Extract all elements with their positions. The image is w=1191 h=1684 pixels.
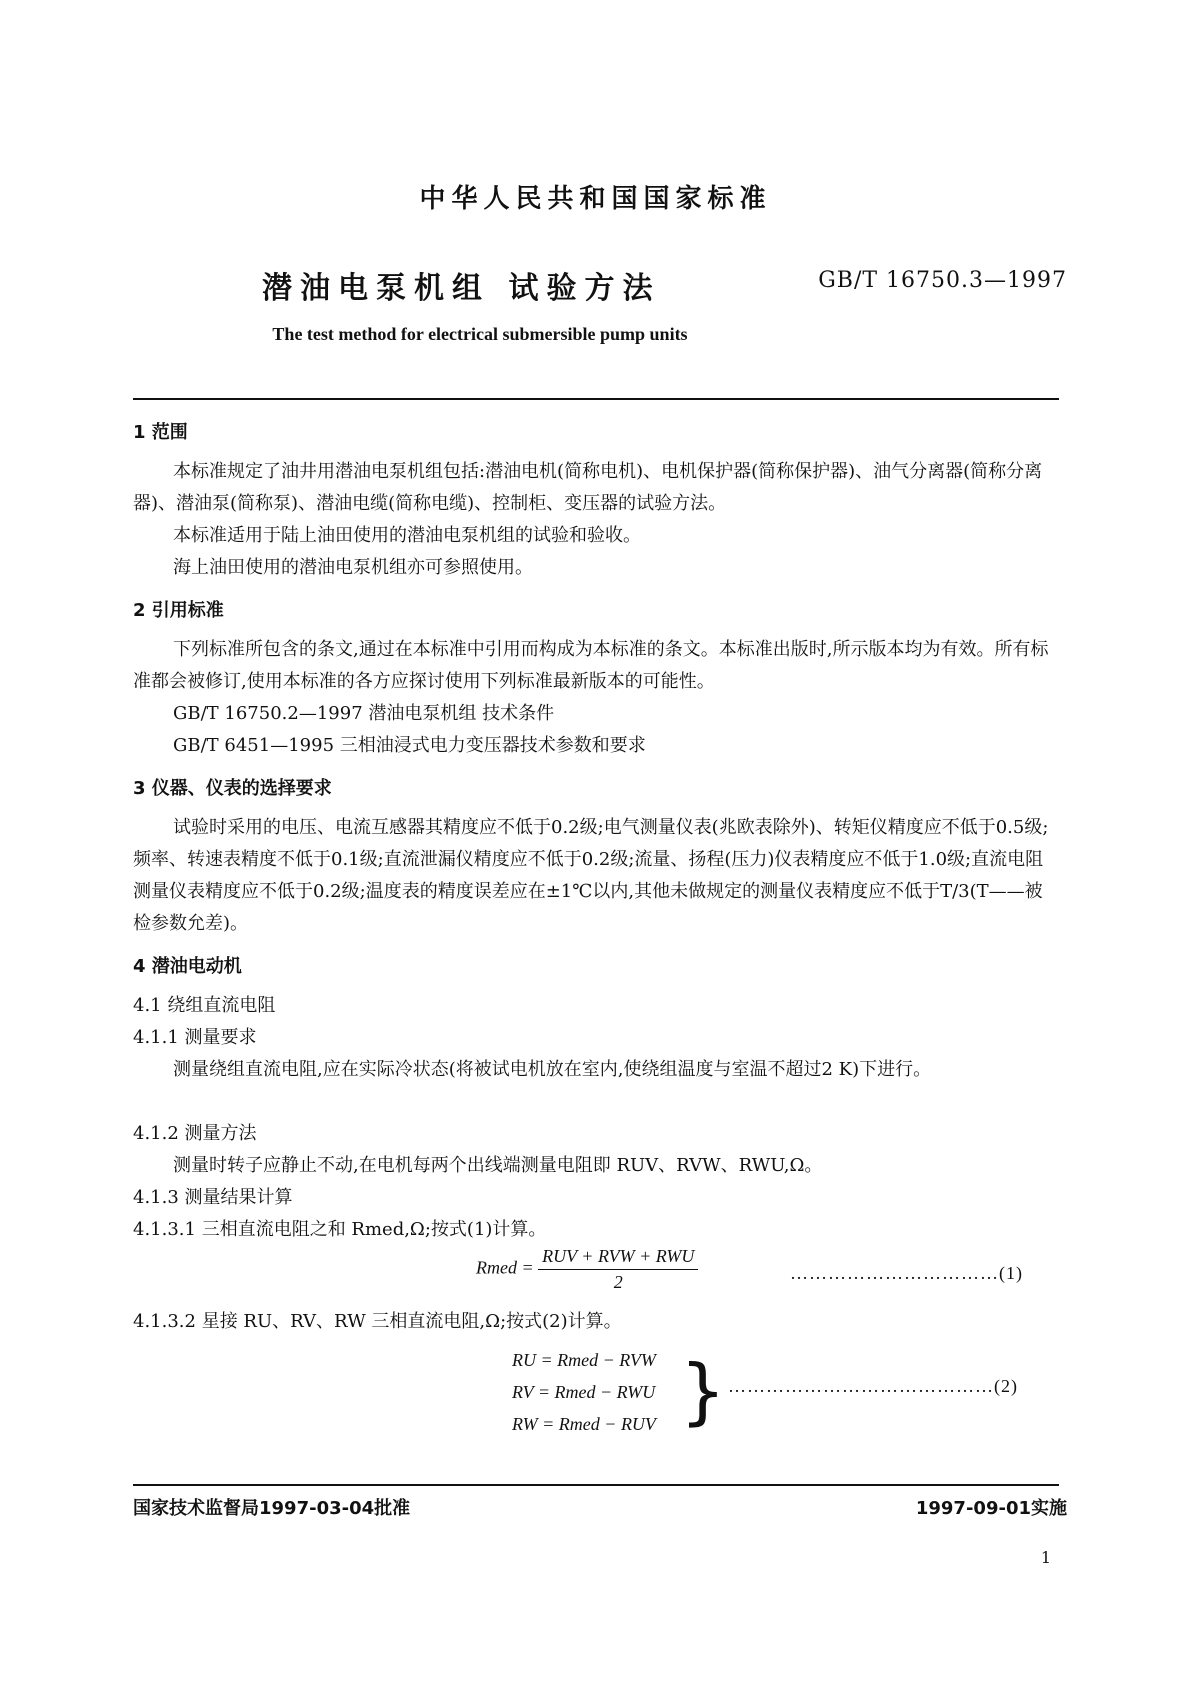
formula-2-brace: } [680,1349,726,1433]
formula-1-denominator: 2 [613,1272,623,1292]
bottom-rule [133,1484,1059,1486]
section-2-heading: 2 引用标准 [133,600,224,621]
formula-2-line-3: RW = Rmed − RUV [512,1414,656,1434]
document-title-cn: 潜油电泵机组 试验方法 [262,271,661,306]
implementation-date: 1997-09-01实施 [915,1498,1067,1519]
formula-2-number: ……………………………………(2) [728,1376,1018,1396]
formula-1-fraction [538,1246,698,1293]
standard-number: GB/T 16750.3—1997 [818,268,1067,293]
section-2-para-1: 下列标准所包含的条文,通过在本标准中引用而构成为本标准的条文。本标准出版时,所示版本均为有效。所有标准都会被修订,使用本标准的各方应探讨使用下列标准最新版本的可能性。 [133,639,1049,692]
approval-date: 国家技术监督局1997-03-04批准 [133,1498,411,1519]
clause-4-1-1-text: 测量绕组直流电阻,应在实际冷状态(将被试电机放在室内,使绕组温度与室温不超过2 K)下进行。 [173,1059,932,1080]
formula-1-number: ……………………………(1) [790,1263,1023,1283]
clause-4-1-2: 4.1.2 测量方法 [133,1123,257,1144]
national-standard-label: 中华人民共和国国家标准 [419,184,772,214]
clause-4-1-1: 4.1.1 测量要求 [133,1027,257,1048]
section-1-para-1: 本标准规定了油井用潜油电泵机组包括:潜油电机(简称电机)、电机保护器(简称保护器)、油气分离器(简称分离器)、潜油泵(简称泵)、潜油电缆(简称电缆)、控制柜、变压器的试验方法。 [133,461,1043,514]
top-rule [133,398,1059,400]
formula-2 [512,1344,656,1440]
clause-4-1-2-text: 测量时转子应静止不动,在电机每两个出线端测量电阻即 RUV、RVW、RWU,Ω。 [173,1155,823,1176]
reference-1: GB/T 16750.2—1997 潜油电泵机组 技术条件 [173,703,555,724]
formula-1 [476,1246,698,1293]
formula-2-line-2: RV = Rmed − RWU [512,1382,656,1402]
formula-1-numerator: RUV + RVW + RWU [538,1246,698,1270]
reference-2: GB/T 6451—1995 三相油浸式电力变压器技术参数和要求 [173,735,646,756]
section-3-para-1: 试验时采用的电压、电流互感器其精度应不低于0.2级;电气测量仪表(兆欧表除外)、转矩仪精度应不低于0.5级;频率、转速表精度不低于0.1级;直流泄漏仪精度应不低于0.2级;流量、扬程(压力)仪表精度应不低于1.0级;直流电阻测量仪表精度应不低于0.2级;温度表的精度误差应在±1℃以内,其他未做规定的测量仪表精度应不低于T/3(T——被检参数允差)。 [133,817,1049,934]
formula-1-lhs: Rmed = [476,1257,534,1278]
document-title-en: The test method for electrical submersible pump units [272,324,688,344]
section-3-heading: 3 仪器、仪表的选择要求 [133,778,332,799]
clause-4-1-3-1: 4.1.3.1 三相直流电阻之和 Rmed,Ω;按式(1)计算。 [133,1219,547,1240]
section-1-heading: 1 范围 [133,422,188,443]
clause-4-1-3-2: 4.1.3.2 星接 RU、RV、RW 三相直流电阻,Ω;按式(2)计算。 [133,1311,622,1332]
section-1-para-2: 本标准适用于陆上油田使用的潜油电泵机组的试验和验收。 [173,525,641,546]
clause-4-1-3: 4.1.3 测量结果计算 [133,1187,293,1208]
section-1-para-3: 海上油田使用的潜油电泵机组亦可参照使用。 [173,557,533,578]
clause-4-1: 4.1 绕组直流电阻 [133,995,276,1016]
section-4-heading: 4 潜油电动机 [133,956,242,977]
formula-2-line-1: RU = Rmed − RVW [512,1350,656,1370]
page-number: 1 [1040,1548,1051,1567]
